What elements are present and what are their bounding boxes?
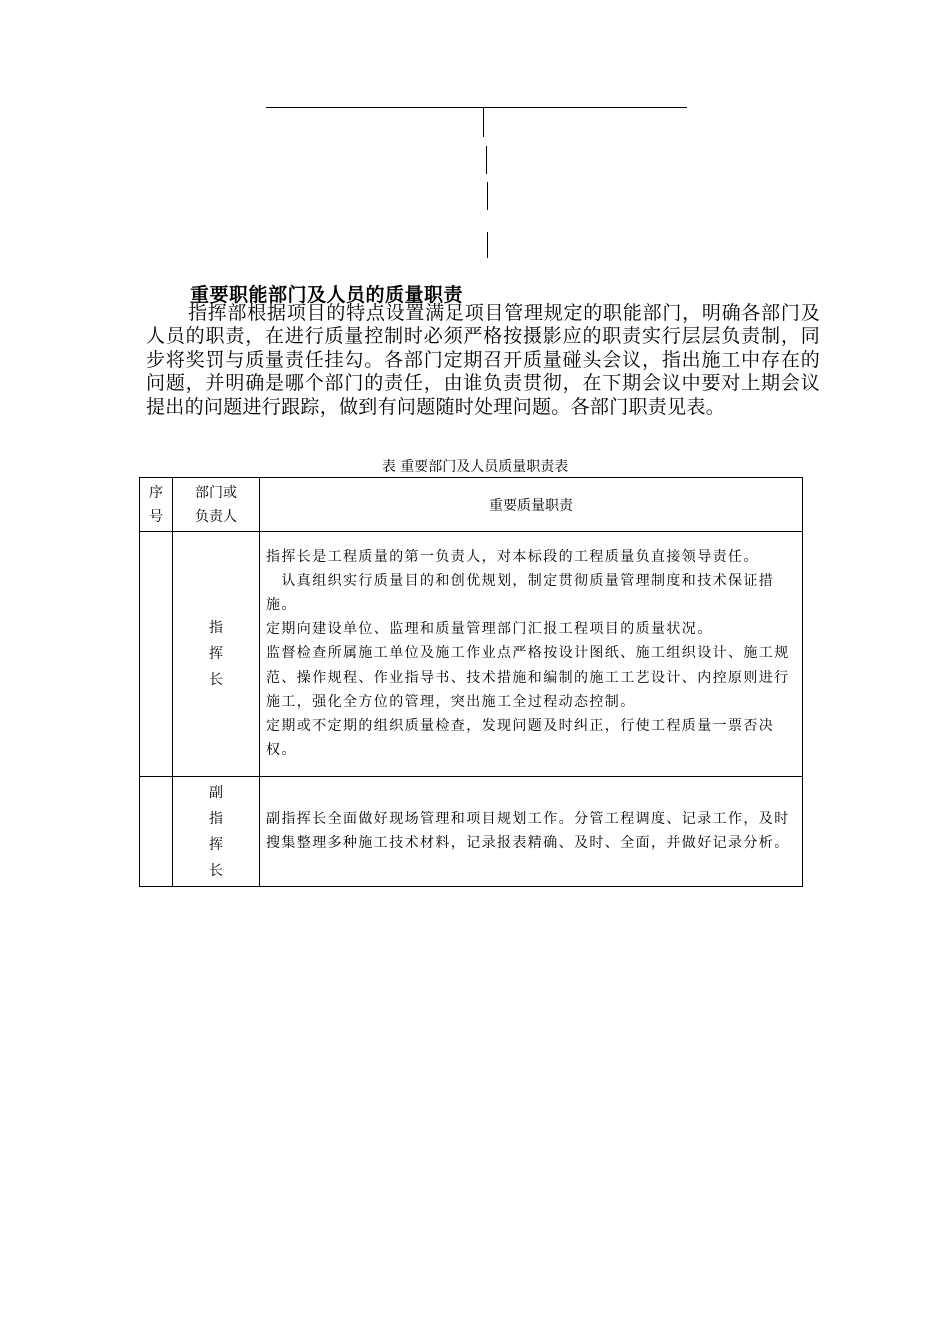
org-chart-connector-line bbox=[486, 146, 487, 174]
header-seq bbox=[140, 478, 173, 532]
header-seq-line: 序 bbox=[149, 484, 163, 501]
table-row bbox=[140, 777, 803, 887]
table-row bbox=[140, 532, 803, 777]
row-dept bbox=[173, 532, 260, 777]
dept-char: 指 bbox=[209, 810, 223, 827]
dept-char: 挥 bbox=[209, 646, 223, 662]
section-heading: 重要职能部门及人员的质量职责 bbox=[190, 284, 464, 306]
org-chart-connector-line bbox=[487, 232, 488, 258]
row-seq bbox=[140, 532, 173, 777]
dept-char: 副 bbox=[209, 784, 223, 801]
dept-char: 长 bbox=[209, 672, 223, 688]
dept-char: 挥 bbox=[209, 836, 223, 853]
section-paragraph: 指挥部根据项目的特点设置满足项目管理规定的职能部门，明确各部门及人员的职责，在进行质量控制时必须严格按摄影应的职责实行层层负责制，同步将奖罚与质量责任挂勾。各部门定期召开质量碰头会议，指出施工中存在的问题，并明确是哪个部门的责任，由谁负责贯彻，在下期会议中要对上期会议提出的问题进行跟踪，做到有问题随时处理问题。各部门职责见表。 bbox=[146, 302, 820, 418]
table-header-row bbox=[140, 478, 803, 532]
org-chart-connector-line bbox=[487, 182, 488, 210]
header-dept bbox=[173, 478, 260, 532]
header-duty: 重要质量职责 bbox=[260, 478, 803, 532]
row-dept bbox=[173, 777, 260, 887]
org-chart-top-line bbox=[266, 107, 687, 108]
row-duties bbox=[260, 777, 803, 887]
duty-item: 指挥长是工程质量的第一负责人，对本标段的工程质量负直接领导责任。 bbox=[266, 548, 759, 565]
header-dept-line: 部门或 bbox=[195, 484, 237, 501]
duty-item: 副指挥长全面做好现场管理和项目规划工作。分管工程调度、记录工作，及时搜集整理多种施工技术材料，记录报表精确、及时、全面，并做好记录分析。 bbox=[266, 810, 790, 851]
duty-table bbox=[139, 477, 803, 887]
header-dept-line: 负责人 bbox=[195, 508, 237, 525]
duty-item: 定期或不定期的组织质量检查，发现问题及时纠正，行使工程质量一票否决权。 bbox=[266, 718, 775, 759]
duty-item: 认真组织实行质量目的和创优规划，制定贯彻质量管理制度和技术保证措施。 bbox=[266, 572, 775, 613]
row-duties bbox=[260, 532, 803, 777]
duty-item: 定期向建设单位、监理和质量管理部门汇报工程项目的质量状况。 bbox=[266, 621, 713, 638]
dept-char: 长 bbox=[209, 862, 223, 879]
duty-item: 监督检查所属施工单位及施工作业点严格按设计图纸、施工组织设计、施工规范、操作规程、作业指导书、技术措施和编制的施工工艺设计、内控原则进行施工，强化全方位的管理，突出施工全过程动态控制。 bbox=[266, 645, 790, 710]
dept-char: 指 bbox=[209, 620, 223, 636]
org-chart-connector-line bbox=[483, 107, 484, 137]
header-seq-line: 号 bbox=[149, 508, 163, 525]
table-caption: 表 重要部门及人员质量职责表 bbox=[381, 459, 569, 475]
row-seq bbox=[140, 777, 173, 887]
